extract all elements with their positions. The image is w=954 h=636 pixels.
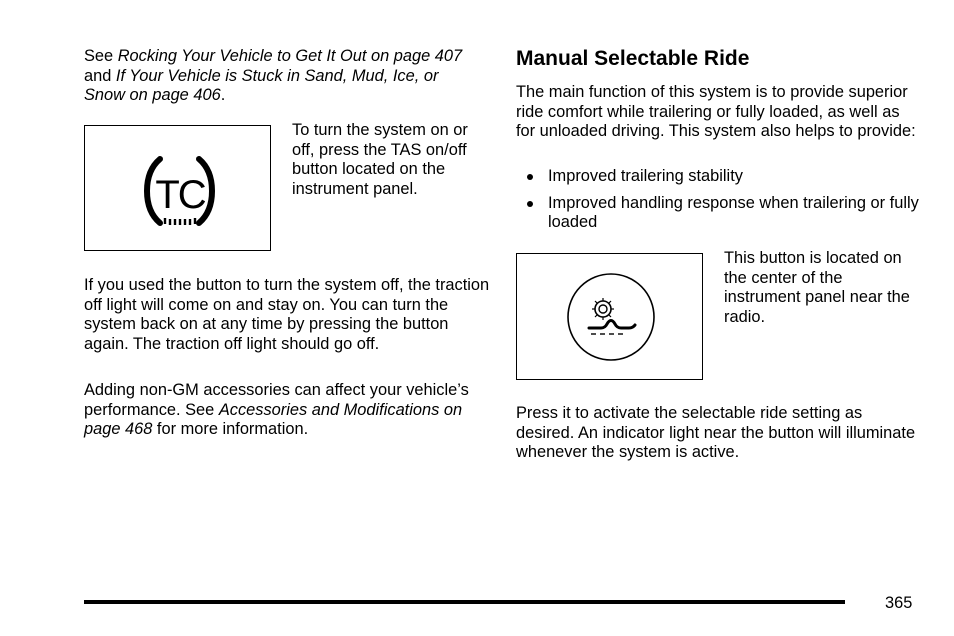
accessories-text-start: Adding non-GM accessories can affect your vehicle’s performance. See xyxy=(84,381,469,419)
intro-paragraph xyxy=(84,47,464,106)
press-paragraph: Press it to activate the selectable ride setting as desired. An indicator light near the button will illuminate whenever the system is active. xyxy=(516,404,916,461)
footer-rule xyxy=(84,600,845,604)
list-item: Improved trailering stability xyxy=(516,167,922,187)
intro-period: . xyxy=(220,86,226,104)
selectable-ride-button-icon xyxy=(517,254,704,381)
traction-control-icon xyxy=(85,126,272,252)
cross-reference-rocking: Rocking Your Vehicle to Get It Out on page 407 xyxy=(117,47,463,65)
benefits-list xyxy=(516,167,922,233)
tc-icon-label: TC xyxy=(155,173,205,217)
section-heading: Manual Selectable Ride xyxy=(516,47,750,70)
list-item: Improved handling response when trailering or fully loaded xyxy=(516,194,922,233)
page-number: 365 xyxy=(885,594,913,612)
traction-off-paragraph: If you used the button to turn the system off, the traction off light will come on and stay on. You can turn the system back on at any time by pressing the button again. The traction off light should go off. xyxy=(84,276,490,353)
accessories-paragraph xyxy=(84,381,476,440)
selectable-ride-figure xyxy=(516,253,703,380)
cross-reference-accessories: Accessories and Modifications on page 468 xyxy=(84,400,463,438)
ride-intro-paragraph: The main function of this system is to provide superior ride comfort while trailering or fully loaded, as well as for unloaded driving. This system also helps to provide: xyxy=(516,83,916,140)
intro-and-text: and xyxy=(84,66,116,85)
ride-caption: This button is located on the center of the instrument panel near the radio. xyxy=(724,249,910,326)
intro-see-text: See xyxy=(84,47,118,65)
accessories-text-end: for more information. xyxy=(152,420,309,438)
traction-control-figure xyxy=(84,125,271,251)
cross-reference-stuck: If Your Vehicle is Stuck in Sand, Mud, Ice, or Snow on page 406 xyxy=(84,66,439,104)
tc-caption: To turn the system on or off, press the TAS on/off button located on the instrument panel. xyxy=(292,121,468,198)
